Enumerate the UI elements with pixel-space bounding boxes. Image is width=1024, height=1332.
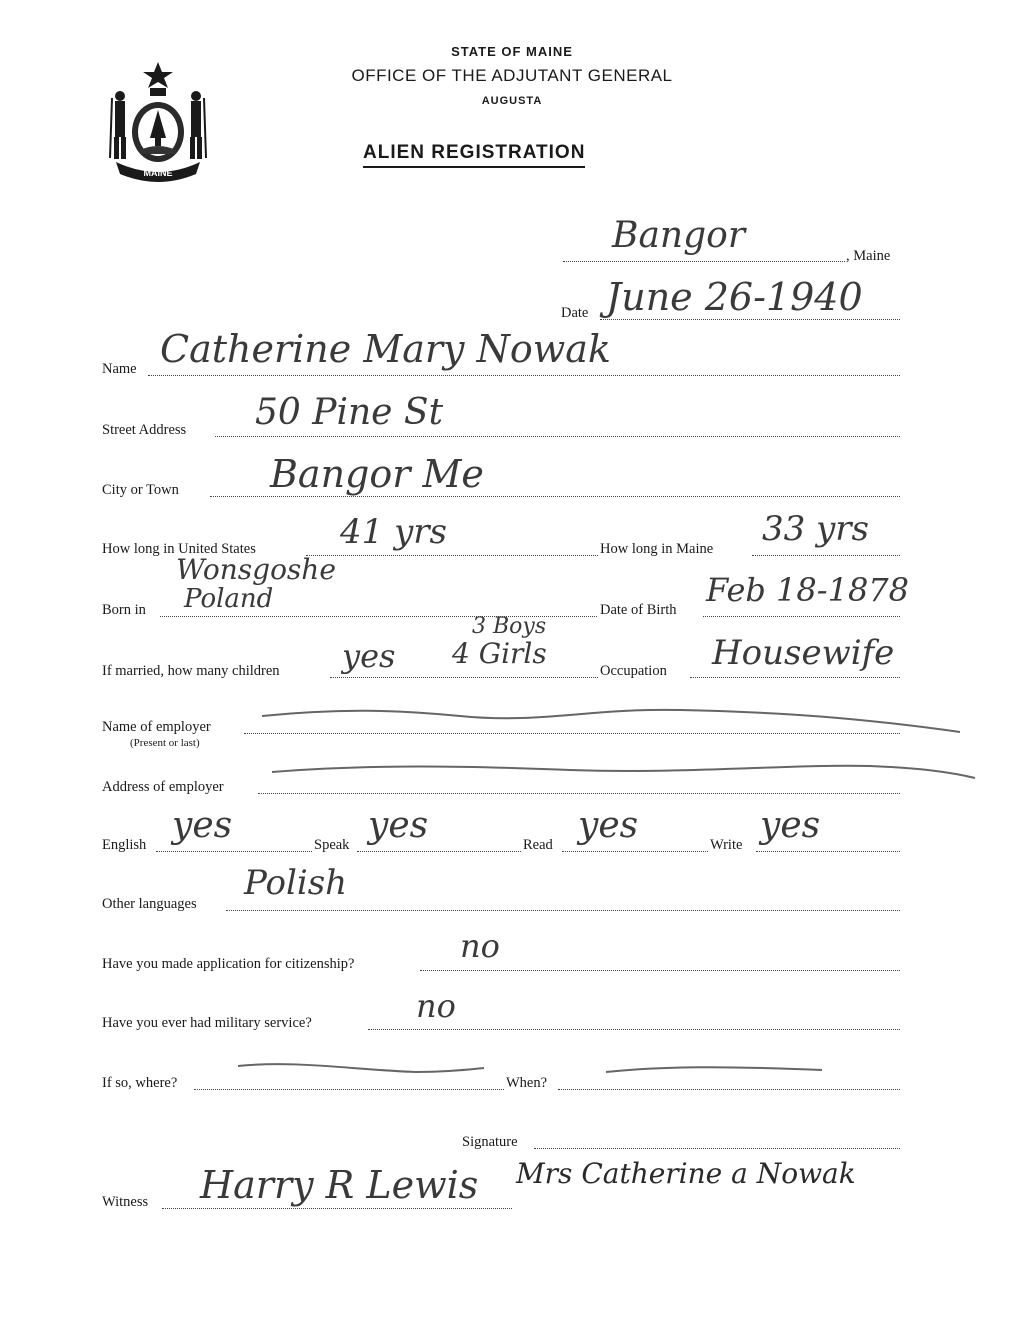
address-dash-mark	[270, 758, 980, 792]
military-line	[368, 1029, 900, 1030]
city-label: City or Town	[102, 482, 179, 498]
how-long-us-value: 41 yrs	[340, 512, 447, 552]
speak-label: Speak	[314, 837, 350, 853]
place-value: Bangor	[612, 215, 746, 256]
citizenship-value: no	[460, 927, 500, 965]
english-line	[156, 851, 312, 852]
citizenship-line	[420, 970, 900, 971]
children-boys-value: 3 Boys	[472, 614, 547, 639]
how-long-maine-line	[752, 555, 900, 556]
street-address-line	[215, 436, 900, 437]
born-town-value: Wonsgoshe	[176, 553, 336, 586]
if-so-where-label: If so, where?	[102, 1075, 178, 1091]
seal-label: MAINE	[143, 168, 173, 178]
how-long-us-label: How long in United States	[102, 541, 256, 557]
read-label: Read	[523, 837, 553, 853]
when-label: When?	[506, 1075, 548, 1091]
date-of-birth-line	[703, 616, 900, 617]
name-line	[148, 375, 900, 376]
name-of-employer-label: Name of employer	[102, 719, 211, 735]
state-heading: STATE OF MAINE	[451, 44, 573, 59]
signature-line	[534, 1148, 900, 1149]
if-married-line	[330, 677, 598, 678]
occupation-line	[690, 677, 900, 678]
read-line	[562, 851, 708, 852]
occupation-label: Occupation	[600, 663, 667, 679]
date-of-birth-label: Date of Birth	[600, 602, 677, 618]
write-label: Write	[710, 837, 743, 853]
other-languages-value: Polish	[244, 863, 348, 903]
occupation-value: Housewife	[712, 633, 895, 673]
date-value: June 26-1940	[606, 275, 863, 319]
write-value: yes	[760, 805, 821, 846]
if-married-label: If married, how many children	[102, 663, 280, 679]
city-heading: AUGUSTA	[481, 95, 543, 107]
speak-line	[357, 851, 521, 852]
other-languages-label: Other languages	[102, 896, 197, 912]
city-line	[210, 496, 900, 497]
address-of-employer-line	[258, 793, 900, 794]
office-heading: OFFICE OF THE ADJUTANT GENERAL	[351, 66, 673, 85]
address-of-employer-label: Address of employer	[102, 779, 224, 795]
if-so-where-line	[194, 1089, 504, 1090]
witness-label: Witness	[102, 1194, 149, 1210]
how-long-us-line	[306, 555, 598, 556]
when-dash-mark	[604, 1060, 824, 1082]
signature-label: Signature	[462, 1134, 518, 1150]
children-married-value: yes	[342, 637, 396, 675]
born-in-label: Born in	[102, 602, 146, 618]
date-line	[600, 319, 900, 320]
date-label: Date	[561, 305, 589, 321]
born-country-value: Poland	[184, 584, 274, 614]
children-girls-value: 4 Girls	[452, 637, 547, 670]
street-address-label: Street Address	[102, 422, 187, 438]
witness-line	[162, 1208, 512, 1209]
other-languages-line	[226, 910, 900, 911]
name-label: Name	[102, 361, 137, 377]
present-or-last-label: (Present or last)	[130, 737, 200, 749]
witness-value: Harry R Lewis	[200, 1163, 479, 1207]
employer-dash-mark	[260, 698, 970, 742]
city-value: Bangor Me	[270, 452, 484, 496]
citizenship-label: Have you made application for citizenship?	[102, 956, 355, 972]
how-long-maine-value: 33 yrs	[762, 509, 869, 549]
where-dash-mark	[236, 1058, 486, 1084]
speak-value: yes	[368, 805, 429, 846]
military-value: no	[416, 987, 456, 1025]
how-long-maine-label: How long in Maine	[600, 541, 714, 557]
when-line	[558, 1089, 900, 1090]
name-value: Catherine Mary Nowak	[160, 327, 611, 371]
military-label: Have you ever had military service?	[102, 1015, 312, 1031]
write-line	[756, 851, 900, 852]
date-of-birth-value: Feb 18-1878	[706, 571, 910, 609]
street-address-value: 50 Pine St	[255, 392, 444, 433]
english-label: English	[102, 837, 147, 853]
maine-label: , Maine	[846, 248, 891, 264]
read-value: yes	[578, 805, 639, 846]
place-line	[563, 261, 845, 262]
english-value: yes	[172, 805, 233, 846]
signature-value: Mrs Catherine a Nowak	[516, 1157, 856, 1190]
form-title: ALIEN REGISTRATION	[363, 142, 585, 168]
